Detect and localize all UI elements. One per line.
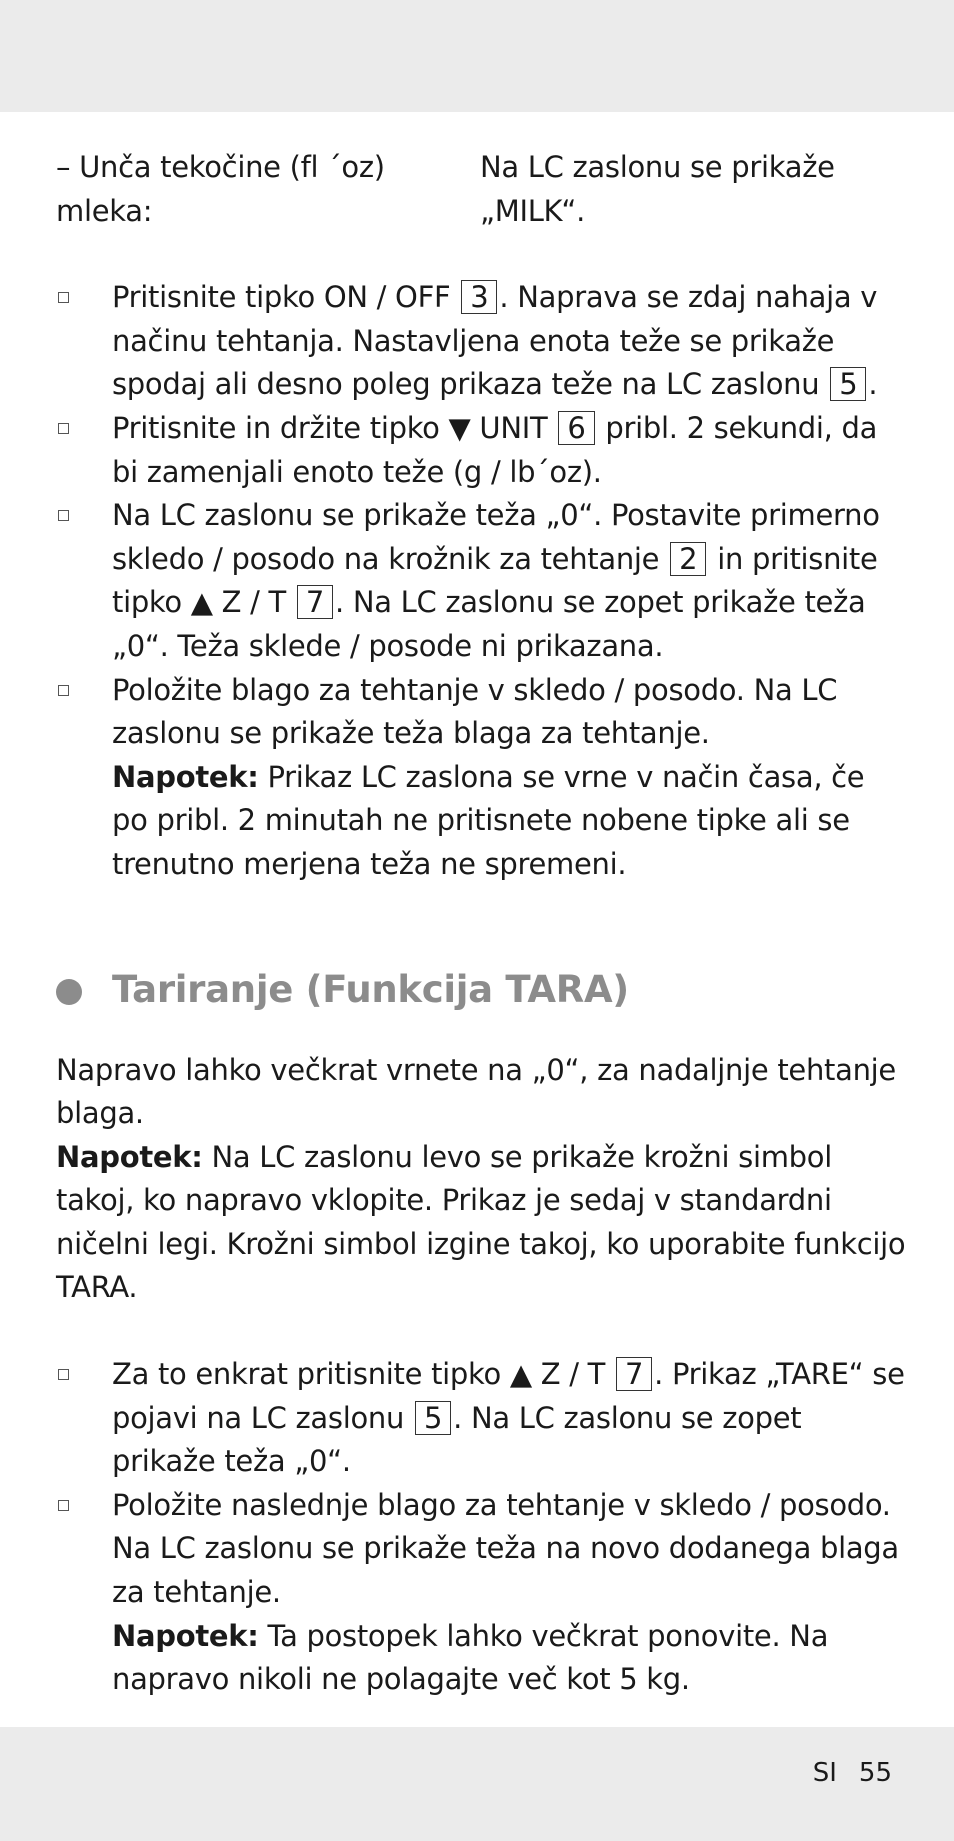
list-item: Za to enkrat pritisnite tipko ▲ Z / T 7 . Prikaz „TARE“ se pojavi na LC zaslonu 5 . Na LC zaslonu se zopet prikaže teža „0“. (56, 1353, 908, 1484)
key-ref-5: 5 (830, 367, 866, 401)
key-ref-7: 7 (616, 1357, 652, 1391)
bullet-dot-icon (56, 979, 82, 1005)
checkbox-bullet-icon (58, 510, 69, 521)
key-ref-5: 5 (415, 1401, 451, 1435)
list-item: Položite blago za tehtanje v skledo / posodo. Na LC zaslonu se prikaže teža blaga za tehtanje. Napotek: Prikaz LC zaslona se vrne v način časa, če po pribl. 2 minutah ne pritisnete nobene tipke ali se trenutno merjena teža ne spremeni. (56, 669, 908, 887)
milk-unit-label (56, 146, 480, 233)
key-ref-3: 3 (461, 280, 497, 314)
list-item: Na LC zaslonu se prikaže teža „0“. Postavite primerno skledo / posodo na krožnik za tehtanje 2 in pritisnite tipko ▲ Z / T 7 . Na LC zaslonu se zopet prikaže teža „0“. Teža sklede / posode ni prikazana. (56, 494, 908, 668)
page-footer (813, 1758, 892, 1788)
section-note (56, 1136, 908, 1310)
checkbox-bullet-icon (58, 423, 69, 434)
section-heading-text: Tariranje (Funkcija TARA) (112, 967, 629, 1011)
footer-language: SI (812, 1758, 837, 1788)
note-label: Napotek: (112, 759, 259, 794)
key-ref-2: 2 (670, 542, 706, 576)
milk-unit-row (56, 146, 908, 233)
list-item: Položite naslednje blago za tehtanje v skledo / posodo. Na LC zaslonu se prikaže teža na novo dodanega blaga za tehtanje. Napotek: Ta postopek lahko večkrat ponovite. Na napravo nikoli ne polagajte več kot 5 kg. (56, 1484, 908, 1702)
milk-unit-value: Na LC zaslonu se prikaže „MILK“. (480, 150, 835, 228)
checkbox-bullet-icon (58, 685, 69, 696)
checkbox-bullet-icon (58, 292, 69, 303)
footer-band (0, 1727, 954, 1841)
page-content (56, 146, 908, 1702)
checkbox-bullet-icon (58, 1500, 69, 1511)
note-text: Ta postopek lahko večkrat ponovite. Na napravo nikoli ne polagajte več kot 5 kg. (112, 1618, 829, 1697)
note-label: Napotek: (56, 1139, 203, 1174)
header-band (0, 0, 954, 112)
key-ref-7: 7 (297, 585, 333, 619)
checkbox-bullet-icon (58, 1369, 69, 1380)
note-text: Prikaz LC zaslona se vrne v način časa, če po pribl. 2 minutah ne pritisnete nobene tipke ali se trenutno merjena teža ne spremeni. (112, 759, 865, 881)
note-text: Na LC zaslonu levo se prikaže krožni simbol takoj, ko napravo vklopite. Prikaz je sedaj v standardni ničelni legi. Krožni simbol izgine takoj, ko uporabite funkcijo TARA. (56, 1139, 906, 1305)
page-number: 55 (858, 1758, 892, 1788)
tare-steps (56, 1353, 908, 1702)
milk-unit-label-text: Unča tekočine (fl ´oz) mleka: (56, 150, 385, 228)
dash-mark: – (56, 150, 71, 184)
list-item: Pritisnite tipko ON / OFF 3 . Naprava se zdaj nahaja v načinu tehtanja. Nastavljena enota teže se prikaže spodaj ali desno poleg prikaza teže na LC zaslonu 5 . (56, 276, 908, 407)
key-ref-6: 6 (558, 411, 594, 445)
section-intro: Napravo lahko večkrat vrnete na „0“, za nadaljnje tehtanje blaga. (56, 1052, 896, 1131)
section-heading (56, 965, 908, 1015)
note-label: Napotek: (112, 1618, 259, 1653)
list-item: Pritisnite in držite tipko ▼ UNIT 6 pribl. 2 sekundi, da bi zamenjali enoto teže (g / lb´oz). (56, 407, 908, 494)
weighing-steps (56, 276, 908, 886)
